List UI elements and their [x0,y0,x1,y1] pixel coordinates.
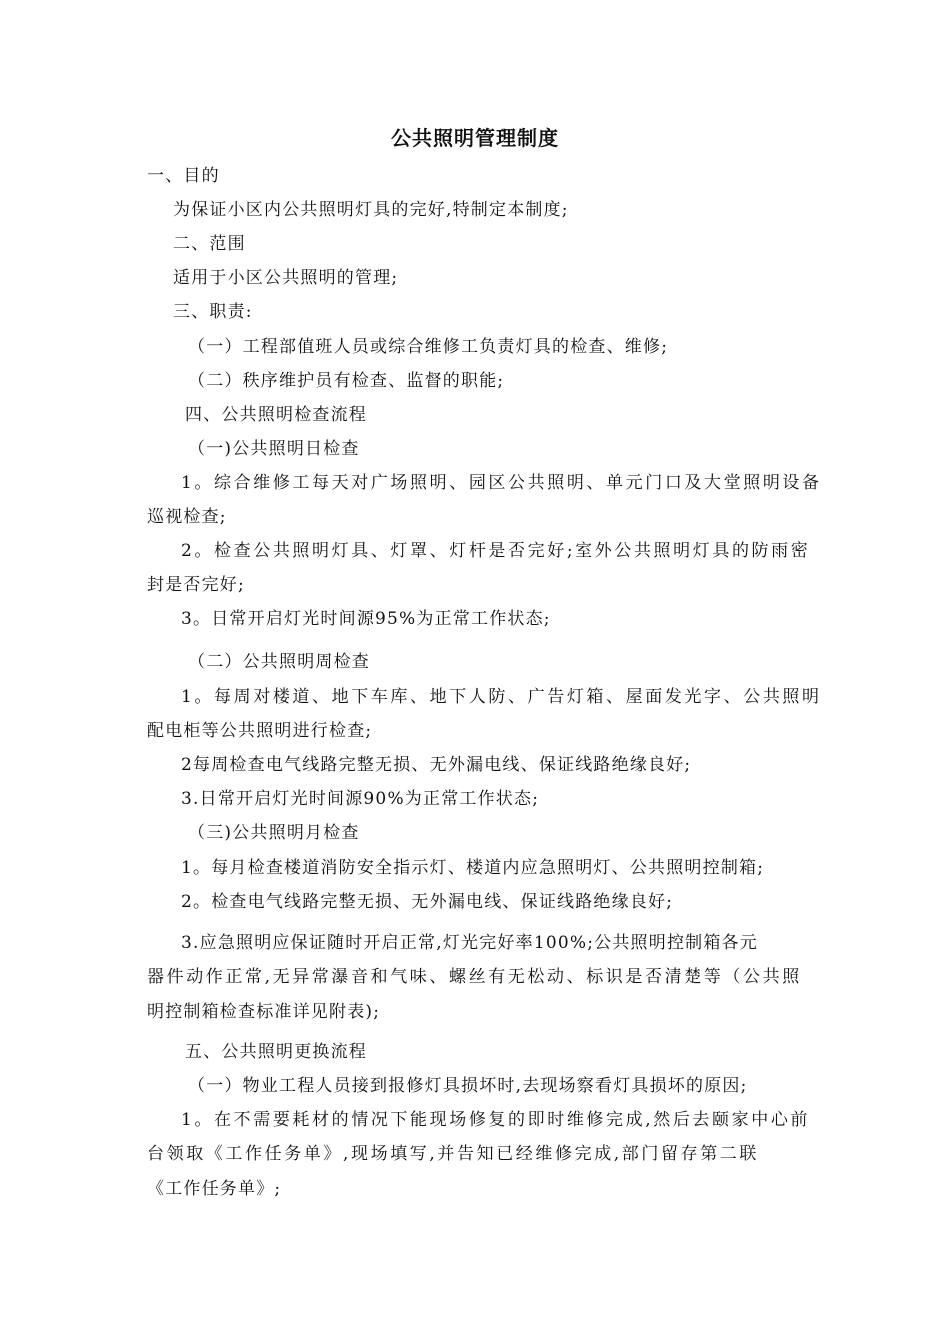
paragraph-line: 3.日常开启灯光时间源90%为正常工作状态; [181,789,540,809]
subsection-heading-monthly: （三)公共照明月检查 [188,823,360,843]
section-heading-scope: 二、范围 [173,234,246,254]
paragraph-line: 配电柜等公共照明进行检查; [147,721,373,741]
section-heading-purpose: 一、目的 [147,166,220,186]
subsection-heading-daily: （一)公共照明日检查 [188,439,360,459]
paragraph-line: 器件动作正常,无异常瀑音和气味、螺丝有无松动、标识是否清楚等（公共照 [147,967,802,987]
paragraph-line: 2。检查电气线路完整无损、无外漏电线、保证线路绝缘良好; [181,892,674,912]
paragraph-line: 封是否完好; [147,575,245,595]
paragraph-line: 台领取《工作任务单》,现场填写,并告知已经维修完成,部门留存第二联 [147,1144,760,1164]
paragraph-line: 明控制箱检查标准详见附表); [147,1002,381,1022]
paragraph-line: 1。每月检查楼道消防安全指示灯、楼道内应急照明灯、公共照明控制箱; [181,858,765,878]
paragraph-line: 适用于小区公共照明的管理; [173,268,399,288]
paragraph-line: 为保证小区内公共照明灯具的完好,特制定本制度; [173,200,569,220]
paragraph-line: 2。检查公共照明灯具、灯罩、灯杆是否完好;室外公共照明灯具的防雨密 [181,541,811,561]
paragraph-line: 1。综合维修工每天对广场照明、园区公共照明、单元门口及大堂照明设备 [181,473,822,493]
paragraph-line: （二）秩序维护员有检查、监督的职能; [188,371,505,391]
document-title: 公共照明管理制度 [391,126,559,150]
paragraph-line: （一）工程部值班人员或综合维修工负责灯具的检查、维修; [188,337,669,357]
subsection-heading-weekly: （二）公共照明周检查 [188,652,370,672]
paragraph-line: 3.应急照明应保证随时开启正常,灯光完好率100%;公共照明控制箱各元 [181,933,758,953]
section-heading-replacement: 五、公共照明更换流程 [185,1042,367,1062]
paragraph-line: 1。每周对楼道、地下车库、地下人防、广告灯箱、屋面发光字、公共照明 [181,687,822,707]
paragraph-line: 3。日常开启灯光时间源95%为正常工作状态; [181,609,551,629]
paragraph-line: 《工作任务单》; [147,1179,282,1199]
paragraph-line: 巡视检查; [147,507,227,527]
section-heading-inspection: 四、公共照明检查流程 [185,405,367,425]
section-heading-duties: 三、职责: [173,302,253,322]
paragraph-line: 2每周检查电气线路完整无损、无外漏电线、保证线路绝缘良好; [181,755,692,775]
paragraph-line: （一）物业工程人员接到报修灯具损坏时,去现场察看灯具损坏的原因; [188,1076,748,1096]
paragraph-line: 1。在不需要耗材的情况下能现场修复的即时维修完成,然后去颐家中心前 [181,1110,811,1130]
